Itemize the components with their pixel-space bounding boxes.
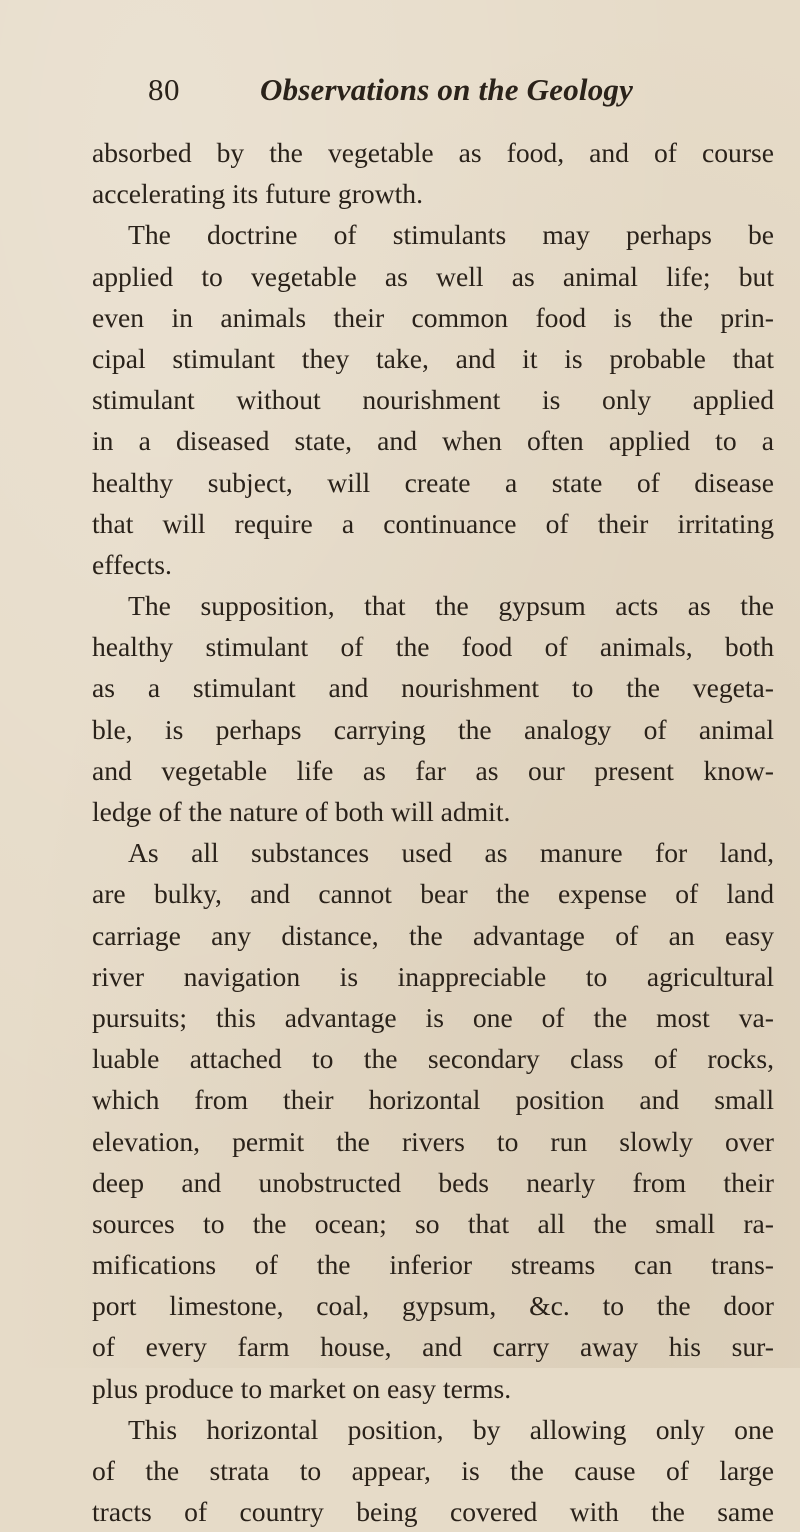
running-title: Observations on the Geology <box>260 72 634 107</box>
page-number: 80 <box>148 72 180 107</box>
text-line: as a stimulant and nourishment to the vegeta- <box>92 672 774 704</box>
text-line: The supposition, that the gypsum acts as the <box>128 590 774 622</box>
text-line: mifications of the inferior streams can trans- <box>92 1249 774 1281</box>
text-line: of every farm house, and carry away his sur- <box>92 1331 774 1363</box>
text-line: ble, is perhaps carrying the analogy of animal <box>92 713 774 745</box>
body-text <box>92 132 774 1532</box>
text-line: are bulky, and cannot bear the expense of land <box>92 878 774 910</box>
text-line: elevation, permit the rivers to run slowly over <box>92 1125 774 1157</box>
text-line: even in animals their common food is the prin- <box>92 301 774 333</box>
text-line: which from their horizontal position and small <box>92 1084 774 1116</box>
text-line: sources to the ocean; so that all the small ra- <box>92 1207 774 1239</box>
text-line: river navigation is inappreciable to agricultural <box>92 960 774 992</box>
text-line: plus produce to market on easy terms. <box>92 1372 512 1404</box>
text-line: and vegetable life as far as our present know- <box>92 754 774 786</box>
text-line: The doctrine of stimulants may perhaps be <box>128 219 774 251</box>
text-line: As all substances used as manure for land, <box>128 837 774 869</box>
text-line: stimulant without nourishment is only applied <box>92 384 774 416</box>
text-line: ledge of the nature of both will admit. <box>92 796 511 827</box>
text-line: This horizontal position, by allowing only one <box>128 1413 774 1445</box>
text-line: pursuits; this advantage is one of the most va- <box>92 1001 774 1033</box>
running-head <box>148 72 708 116</box>
text-line: tracts of country being covered with the same <box>92 1496 774 1528</box>
text-line: absorbed by the vegetable as food, and of course <box>92 137 774 168</box>
text-line: in a diseased state, and when often applied to a <box>92 425 774 457</box>
text-line: that will require a continuance of their irritating <box>92 507 774 539</box>
text-line: deep and unobstructed beds nearly from their <box>92 1166 774 1198</box>
text-line: effects. <box>92 548 172 580</box>
text-line: healthy stimulant of the food of animals, both <box>92 631 774 663</box>
text-line: healthy subject, will create a state of disease <box>92 466 774 498</box>
text-line: applied to vegetable as well as animal life; but <box>92 260 774 292</box>
text-line: carriage any distance, the advantage of an easy <box>92 919 774 951</box>
text-line: accelerating its future growth. <box>92 178 423 210</box>
text-line: luable attached to the secondary class of rocks, <box>92 1043 774 1075</box>
text-line: of the strata to appear, is the cause of large <box>92 1455 774 1486</box>
text-line: port limestone, coal, gypsum, &c. to the door <box>92 1290 774 1322</box>
text-line: cipal stimulant they take, and it is probable that <box>92 342 774 374</box>
